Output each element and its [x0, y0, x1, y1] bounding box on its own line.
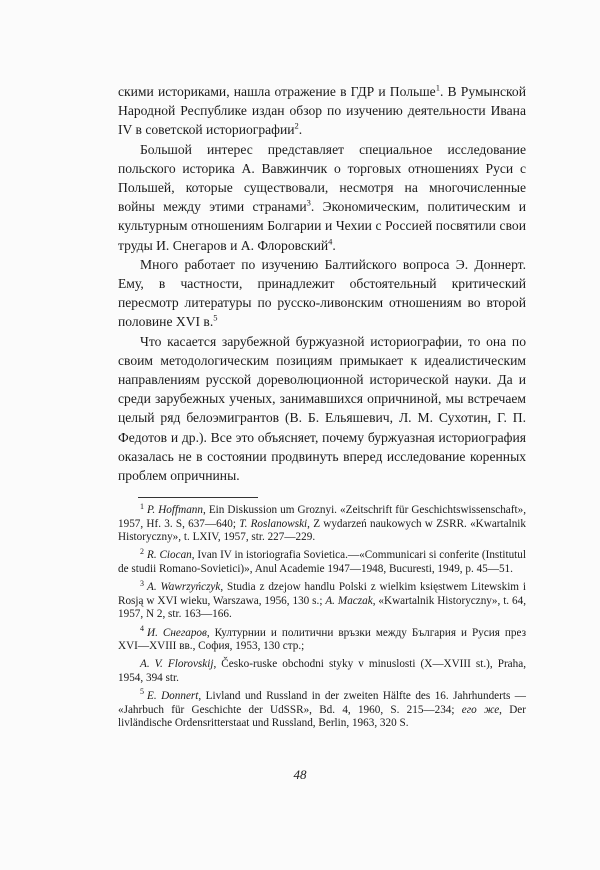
footnote-ref: 2: [294, 120, 299, 131]
author-name: И. Снегаров: [147, 626, 207, 639]
text-run: , Livland und Russland in der zweiten Hälfte des 16. Jahrhunderts — «Jahrbuch für Geschichte der UdSSR», Bd. 4, 1960, S. 215—234;: [118, 690, 526, 716]
text-run: .: [298, 122, 303, 138]
text-run: , Културнии и политични връзки между България и Русия през XVI—XVIII вв., София, 1953, 130 стр.;: [118, 626, 526, 652]
footnote: [118, 546, 526, 576]
text-run: , Ivan IV in istoriografia Sovietica.—«Communicari si conferite (Institutul de studii Romano-Sovietici)», Anul Academie 1947—1948, Bucuresti, 1949, p. 45—51.: [118, 549, 526, 575]
footnote-ref: 1: [435, 82, 440, 93]
author-name: его же: [461, 703, 500, 716]
text-run: Что касается зарубежной буржуазной историографии, то она по своим методологическим позициям примыкает к идеалистическим направлениям русской дореволюционной исторической науки. Да и среди зарубежных ученых, занимавшихся опричниной, мы встречаем целый ряд белоэмигрантов (В. Б. Ельяшевич, Л. М. Сухотин, Г. П. Федотов и др.). Все это объясняет, почему буржуазная историография оказалась не в состоянии продвинуть вперед исследование коренных проблем опричнины.: [118, 333, 526, 484]
footnote-number: 5: [140, 687, 144, 697]
footnote-number: 1: [140, 501, 144, 511]
page-number: 48: [293, 767, 307, 782]
text-run: . В Румынской Народной Республике издан обзор по изучению деятельности Ивана IV в советской историографии: [118, 84, 526, 138]
footnote-ref: 3: [306, 197, 311, 208]
text-run: Много работает по изучению Балтийского вопроса Э. Доннерт. Ему, в частности, принадлежит обстоятельный критический пересмотр литературы по русско-ливонским отношениям во второй половине XVI в.: [118, 256, 526, 330]
author-name: A. Wawrzyńczyk: [147, 581, 221, 594]
footnote-number: 4: [140, 623, 144, 633]
text-run: . Экономическим, политическим и культурным отношениям Болгарии и Чехии с Россией посвятили свои труды И. Снегаров и А. Флоровский: [118, 199, 526, 253]
paragraph: [118, 140, 526, 255]
text-run: , Ein Diskussion um Groznyi. «Zeitschrift für Geschichtswissenschaft», 1957, Hf. 3. S, 637—640;: [118, 504, 526, 530]
footnote-number: 3: [140, 578, 144, 588]
author-name: T. Roslanowski: [239, 517, 308, 530]
footnote-number: 2: [140, 546, 144, 556]
author-name: A. V. Florovskij: [140, 658, 214, 671]
footnote: [118, 501, 527, 544]
footnote: [118, 623, 526, 654]
author-name: R. Ciocan: [147, 549, 192, 562]
text-run: , Česko-ruske obchodni styky v minuslosti (X—XVIII st.), Praha, 1954, 394 str.: [118, 658, 526, 684]
footnote: [118, 658, 526, 685]
author-name: E. Donnert: [147, 690, 199, 703]
text-run: , «Kwartalnik Historyczny», t. 64, 1957, N 2, str. 163—166.: [118, 594, 526, 621]
paragraph: [118, 82, 526, 140]
footnote: [118, 687, 526, 730]
paragraph: [118, 332, 526, 486]
footnote-separator: [138, 497, 258, 498]
text-column: [118, 82, 526, 735]
footnote-ref: 4: [328, 236, 333, 247]
author-name: P. Hoffmann: [147, 504, 203, 517]
footnote-ref: 5: [213, 312, 218, 323]
body-text: [118, 82, 526, 485]
text-run: , Studia z dzejow handlu Polski z wielkim księstwem Litewskim i Rosją w XVI wieku, Warszawa, 1956, 130 s.;: [118, 581, 526, 607]
footnotes: [118, 501, 527, 730]
text-run: , Z wydarzeń naukowych w ZSRR. «Kwartalnik Historyczny», t. LXIV, 1957, str. 227—229.: [118, 517, 527, 544]
paragraph: [118, 255, 526, 332]
text-run: , Der livländische Ordensritterstaat und Russland, Berlin, 1963, 320 S.: [118, 703, 526, 729]
text-run: .: [332, 237, 336, 253]
footnote: [118, 578, 526, 621]
text-run: Большой интерес представляет специальное исследование польского историка А. Вавжинчик о торговых отношениях Руси с Польшей, которые существовали, несмотря на многочисленные войны между этими странами: [118, 141, 526, 215]
text-run: скими историками, нашла отражение в ГДР и Польше: [118, 84, 436, 99]
author-name: A. Maczak: [325, 594, 373, 607]
